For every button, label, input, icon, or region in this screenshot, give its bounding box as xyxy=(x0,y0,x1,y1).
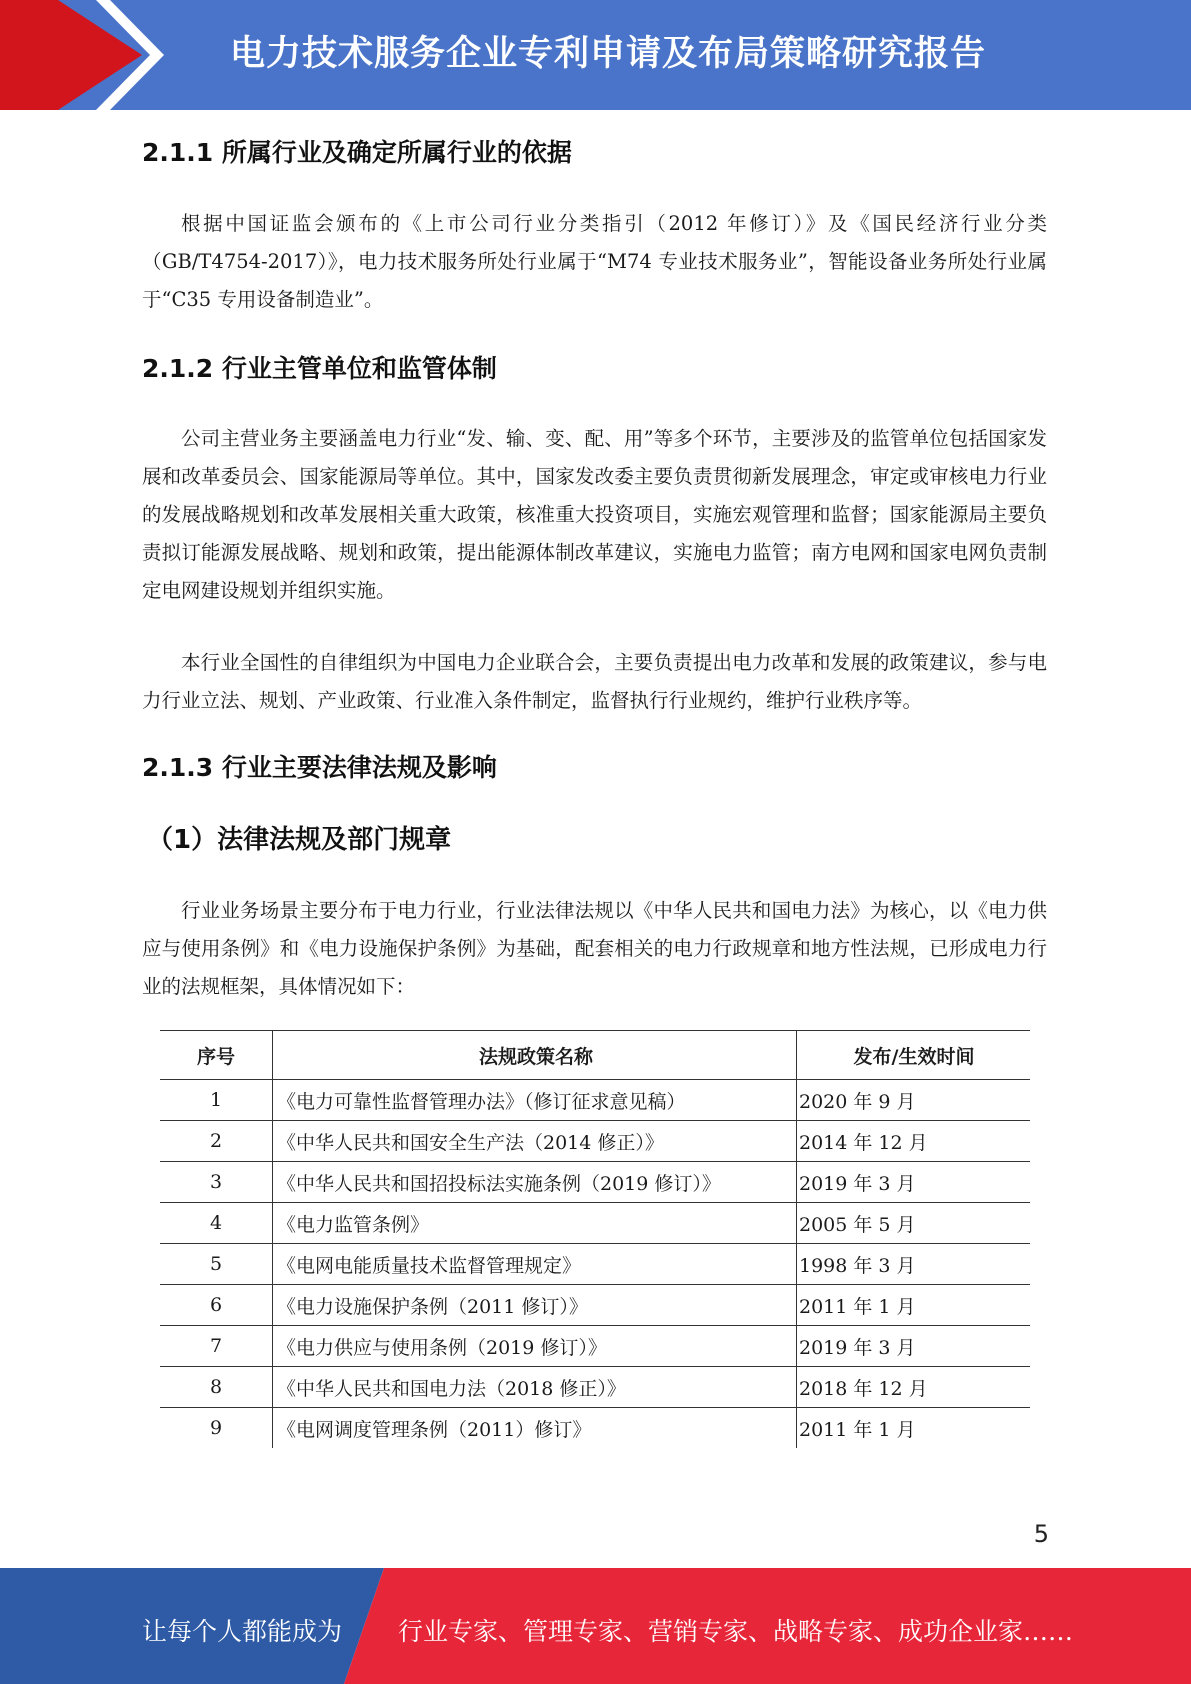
paragraph-self-regulatory-org: 本行业全国性的自律组织为中国电力企业联合会，主要负责提出电力改革和发展的政策建议，参与电力行业立法、规划、产业政策、行业准入条件制定，监督执行行业规约，维护行业秩序等。 xyxy=(142,651,1047,712)
cell-date: 2019 年 3 月 xyxy=(797,1326,1031,1367)
cell-law-name: 《电网电能质量技术监督管理规定》 xyxy=(273,1244,797,1285)
section-heading-2-1-1: 2.1.1 所属行业及确定所属行业的依据 xyxy=(142,138,572,167)
cell-date: 2011 年 1 月 xyxy=(797,1285,1031,1326)
cell-number: 5 xyxy=(160,1244,273,1285)
table-row xyxy=(160,1326,1030,1367)
cell-number: 7 xyxy=(160,1326,273,1367)
table-row xyxy=(160,1285,1030,1326)
cell-law-name: 《电力供应与使用条例（2019 修订）》 xyxy=(273,1326,797,1367)
subsection-heading-laws: （1）法律法规及部门规章 xyxy=(147,825,452,855)
cell-number: 1 xyxy=(160,1080,273,1121)
table-row xyxy=(160,1121,1030,1162)
laws-table xyxy=(160,1030,1030,1448)
section-heading-2-1-3: 2.1.3 行业主要法律法规及影响 xyxy=(142,753,497,782)
column-header-name: 法规政策名称 xyxy=(273,1031,797,1080)
cell-date: 2019 年 3 月 xyxy=(797,1162,1031,1203)
page-header xyxy=(0,0,1191,110)
footer-slogan-right: 行业专家、管理专家、营销专家、战略专家、成功企业家…… xyxy=(398,1617,1074,1646)
cell-number: 6 xyxy=(160,1285,273,1326)
table-row xyxy=(160,1080,1030,1121)
column-header-date: 发布/生效时间 xyxy=(797,1031,1031,1080)
page-number: 5 xyxy=(1033,1520,1049,1548)
cell-date: 2005 年 5 月 xyxy=(797,1203,1031,1244)
table-row xyxy=(160,1408,1030,1449)
cell-date: 1998 年 3 月 xyxy=(797,1244,1031,1285)
cell-number: 8 xyxy=(160,1367,273,1408)
cell-law-name: 《中华人民共和国招投标法实施条例（2019 修订）》 xyxy=(273,1162,797,1203)
cell-date: 2011 年 1 月 xyxy=(797,1408,1031,1449)
cell-date: 2018 年 12 月 xyxy=(797,1367,1031,1408)
page-footer xyxy=(0,1568,1191,1684)
paragraph-regulatory-bodies: 公司主营业务主要涵盖电力行业“发、输、变、配、用”等多个环节，主要涉及的监管单位包括国家发展和改革委员会、国家能源局等单位。其中，国家发改委主要负责贯彻新发展理念，审定或审核电力行业的发展战略规划和改革发展相关重大政策，核准重大投资项目，实施宏观管理和监督；国家能源局主要负责拟订能源发展战略、规划和政策，提出能源体制改革建议，实施电力监管；南方电网和国家电网负责制定电网建设规划并组织实施。 xyxy=(142,427,1047,602)
cell-number: 2 xyxy=(160,1121,273,1162)
cell-law-name: 《电力监管条例》 xyxy=(273,1203,797,1244)
table-row xyxy=(160,1367,1030,1408)
table-row xyxy=(160,1162,1030,1203)
paragraph-legal-framework: 行业业务场景主要分布于电力行业，行业法律法规以《中华人民共和国电力法》为核心，以《电力供应与使用条例》和《电力设施保护条例》为基础，配套相关的电力行政规章和地方性法规，已形成电力行业的法规框架，具体情况如下： xyxy=(142,899,1047,998)
cell-law-name: 《电力设施保护条例（2011 修订）》 xyxy=(273,1285,797,1326)
table-header-row xyxy=(160,1031,1030,1080)
cell-law-name: 《中华人民共和国电力法（2018 修正）》 xyxy=(273,1367,797,1408)
table-row xyxy=(160,1203,1030,1244)
cell-number: 3 xyxy=(160,1162,273,1203)
report-title: 电力技术服务企业专利申请及布局策略研究报告 xyxy=(230,34,987,74)
cell-law-name: 《电网调度管理条例（2011）修订》 xyxy=(273,1408,797,1449)
cell-law-name: 《中华人民共和国安全生产法（2014 修正）》 xyxy=(273,1121,797,1162)
column-header-number: 序号 xyxy=(160,1031,273,1080)
cell-number: 4 xyxy=(160,1203,273,1244)
cell-date: 2014 年 12 月 xyxy=(797,1121,1031,1162)
cell-law-name: 《电力可靠性监督管理办法》（修订征求意见稿） xyxy=(273,1080,797,1121)
cell-date: 2020 年 9 月 xyxy=(797,1080,1031,1121)
footer-slogan-left: 让每个人都能成为 xyxy=(142,1617,343,1646)
section-heading-2-1-2: 2.1.2 行业主管单位和监管体制 xyxy=(142,354,497,383)
cell-number: 9 xyxy=(209,1417,223,1439)
table-row xyxy=(160,1244,1030,1285)
paragraph-industry-classification: 根据中国证监会颁布的《上市公司行业分类指引（2012 年修订）》及《国民经济行业分类（GB/T4754-2017）》，电力技术服务所处行业属于“M74 专业技术服务业”，智能设备业务所处行业属于“C35 专用设备制造业”。 xyxy=(142,212,1047,311)
